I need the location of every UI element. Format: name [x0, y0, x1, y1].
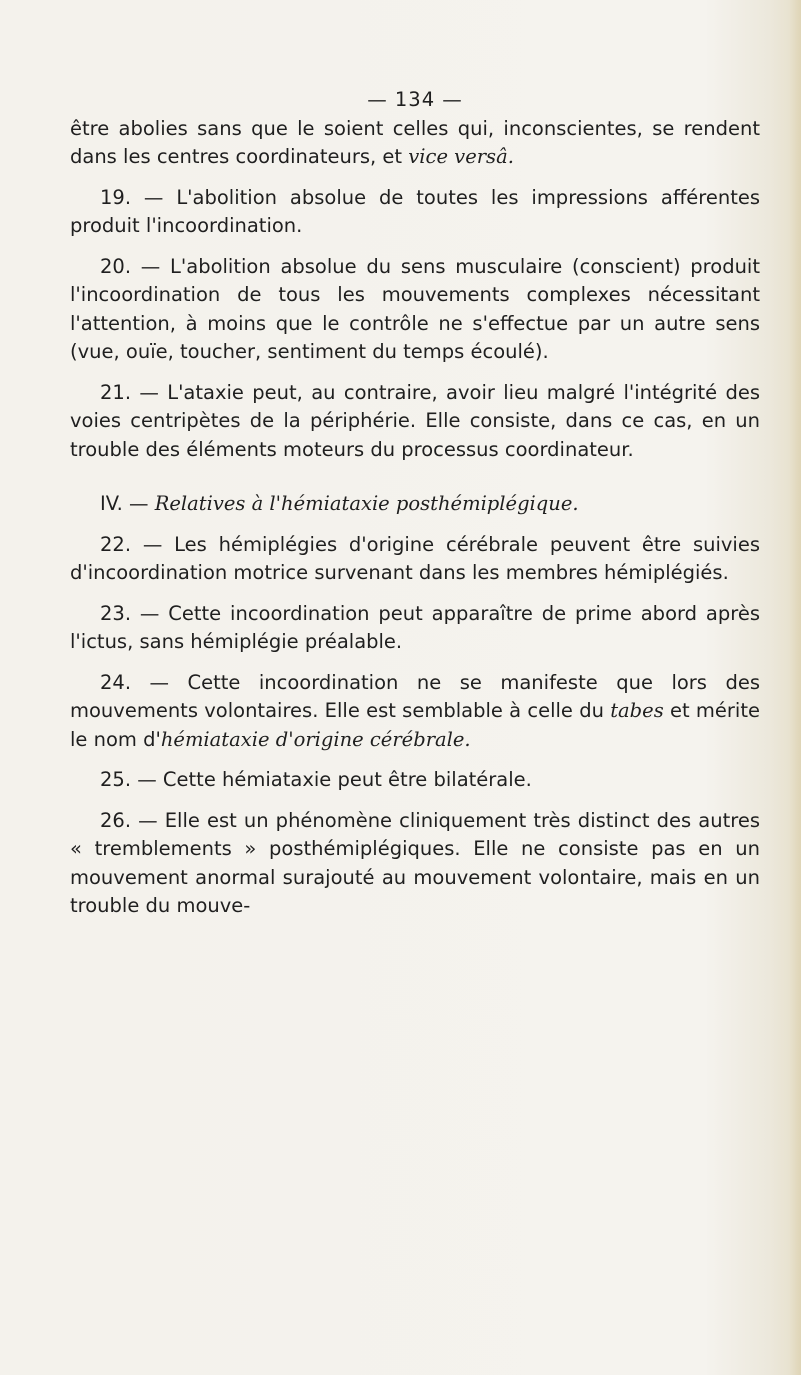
page-number: — 134 — [367, 88, 463, 111]
paragraph-25: 25. — Cette hémiataxie peut être bilatérale. [100, 768, 532, 791]
page-edge-shadow [789, 0, 801, 1375]
section-numeral: IV. — [100, 492, 155, 515]
paragraph-21: 21. — L'ataxie peut, au contraire, avoir lieu malgré l'intégrité des voies centripètes de la périphérie. Elle consiste, dans ce cas, en un trouble des éléments moteurs du processus coordinateur. [70, 380, 760, 461]
paragraph-text: être abolies sans que le soient celles qui, inconscientes, se rendent dans les centres coordinateurs, et [70, 116, 760, 168]
paragraph-19: 19. — L'abolition absolue de toutes les impressions afférentes produit l'incoordination. [70, 185, 760, 237]
italic-term: hémiataxie d'origine cérébrale. [160, 727, 471, 751]
paragraph-20: 20. — L'abolition absolue du sens musculaire (conscient) produit l'incoordination de tous les mouvements complexes nécessitant l'attention, à moins que le contrôle ne s'effectue par un autre sens (vue, ouïe, toucher, sentiment du temps écoulé). [70, 254, 760, 363]
section-title: Relatives à l'hémiataxie posthémiplégique. [154, 492, 579, 515]
paragraph-text: 24. — Cette incoordination ne se manifeste que lors des mouvements volontaires. Elle est semblable à celle du [70, 670, 760, 722]
body-text [70, 86, 760, 921]
italic-phrase: vice versâ. [408, 145, 514, 168]
italic-term: tabes [610, 699, 664, 722]
paragraph-23: 23. — Cette incoordination peut apparaître de prime abord après l'ictus, sans hémiplégie préalable. [70, 601, 760, 653]
paragraph-continued [70, 115, 760, 172]
paragraph-text: et mérite le nom d' [70, 699, 760, 751]
section-heading [70, 490, 760, 519]
paragraph-22: 22. — Les hémiplégies d'origine cérébrale peuvent être suivies d'incoordination motrice survenant dans les membres hémiplégiés. [70, 532, 760, 584]
paragraph-26: 26. — Elle est un phénomène cliniquement très distinct des autres « tremblements » posthémiplégiques. Elle ne consiste pas en un mouvement anormal surajouté au mouvement volontaire, mais en un trouble du mouve- [70, 808, 760, 917]
paragraph-24 [70, 669, 760, 755]
